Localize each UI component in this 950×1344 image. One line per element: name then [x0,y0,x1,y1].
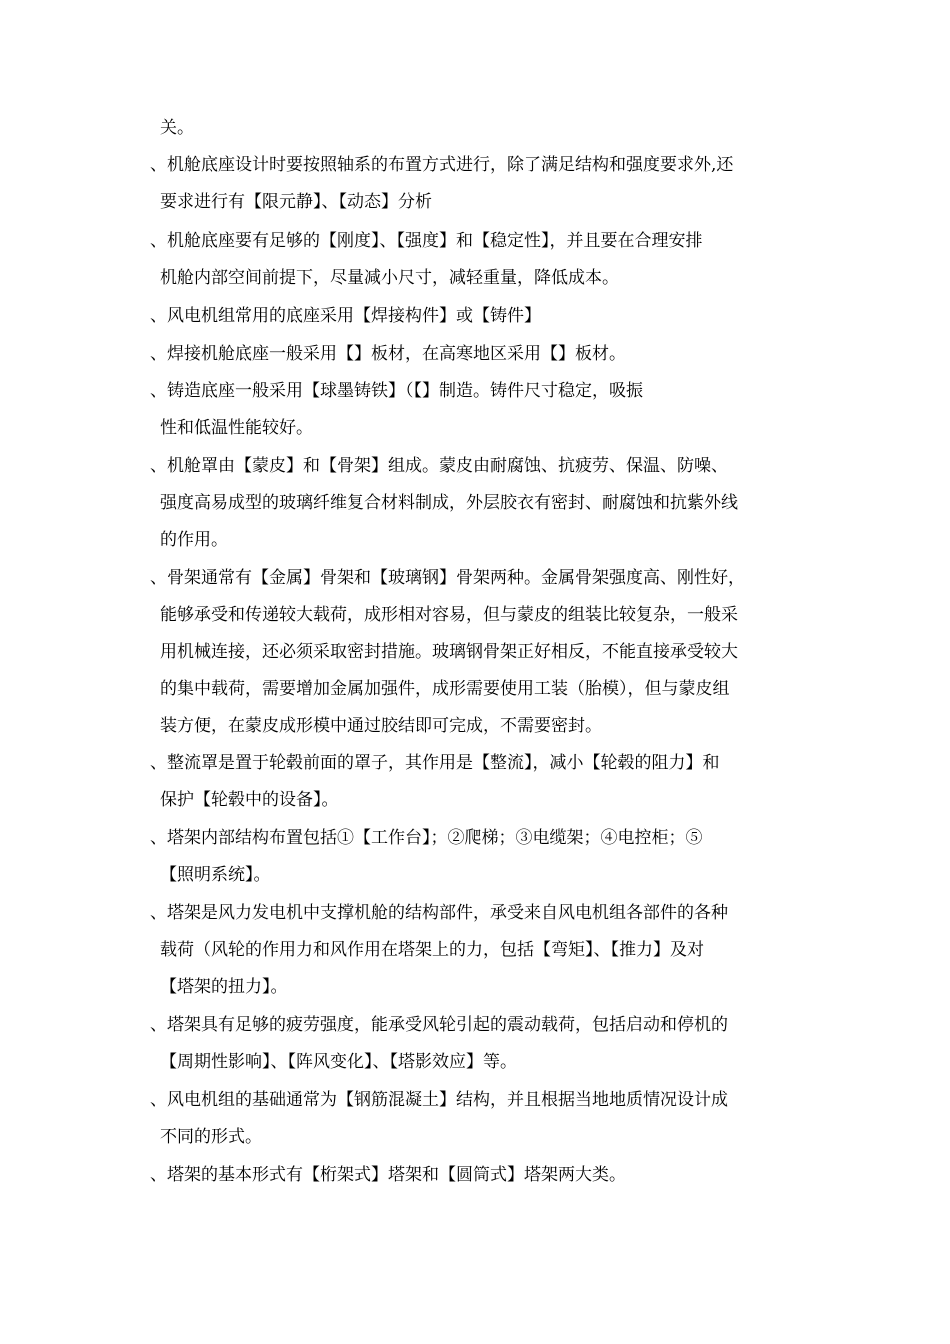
text-line: 要求进行有【限元静】、【动态】分析 [160,192,432,212]
text-line: 不同的形式。 [160,1127,262,1147]
text-line: 、骨架通常有【金属】骨架和【玻璃钢】骨架两种。金属骨架强度高、刚性好， [150,568,745,588]
text-line: 载荷（风轮的作用力和风作用在塔架上的力，包括【弯矩】、【推力】及对 [160,940,704,960]
text-line: 强度高易成型的玻璃纤维复合材料制成，外层胶衣有密封、耐腐蚀和抗紫外线 [160,493,738,513]
text-line: 机舱内部空间前提下，尽量减小尺寸，减轻重量，降低成本。 [160,268,619,288]
text-line: 、塔架内部结构布置包括①【工作台】；②爬梯；③电缆架；④电控柜；⑤ [150,828,703,848]
text-line: 的作用。 [160,530,228,550]
text-line: 【周期性影响】、【阵风变化】、【塔影效应】等。 [160,1052,517,1072]
text-line: 、风电机组的基础通常为【钢筋混凝土】结构，并且根据当地地质情况设计成 [150,1090,728,1110]
text-line: 、塔架是风力发电机中支撑机舱的结构部件，承受来自风电机组各部件的各种 [150,903,728,923]
text-line: 、机舱底座要有足够的【刚度】、【强度】和【稳定性】，并且要在合理安排 [150,231,703,251]
text-line: 、铸造底座一般采用【球墨铸铁】（【】制造。铸件尺寸稳定，吸振 [150,381,643,401]
text-line: 、风电机组常用的底座采用【焊接构件】或【铸件】 [150,306,541,326]
text-line: 、整流罩是置于轮毂前面的罩子，其作用是【整流】，减小【轮毂的阻力】和 [150,753,720,773]
text-line: 、塔架的基本形式有【桁架式】塔架和【圆筒式】塔架两大类。 [150,1165,626,1185]
text-line: 、机舱底座设计时要按照轴系的布置方式进行，除了满足结构和强度要求外,还 [150,155,734,175]
text-line: 、机舱罩由【蒙皮】和【骨架】组成。蒙皮由耐腐蚀、抗疲劳、保温、防噪、 [150,456,728,476]
text-line: 、塔架具有足够的疲劳强度，能承受风轮引起的震动载荷，包括启动和停机的 [150,1015,728,1035]
text-line: 能够承受和传递较大载荷，成形相对容易，但与蒙皮的组装比较复杂，一般采 [160,605,738,625]
text-line: 装方便，在蒙皮成形模中通过胶结即可完成，不需要密封。 [160,716,602,736]
text-line: 用机械连接，还必须采取密封措施。玻璃钢骨架正好相反，不能直接承受较大 [160,642,738,662]
text-line: 关。 [160,118,194,138]
text-line: 保护【轮毂中的设备】。 [160,790,339,810]
text-line: 性和低温性能较好。 [160,418,313,438]
text-line: 的集中载荷，需要增加金属加强件，成形需要使用工装（胎模），但与蒙皮组 [160,679,730,699]
text-line: 【照明系统】。 [160,865,271,885]
text-line: 【塔架的扭力】。 [160,977,288,997]
text-line: 、焊接机舱底座一般采用【】板材，在高寒地区采用【】板材。 [150,344,626,364]
